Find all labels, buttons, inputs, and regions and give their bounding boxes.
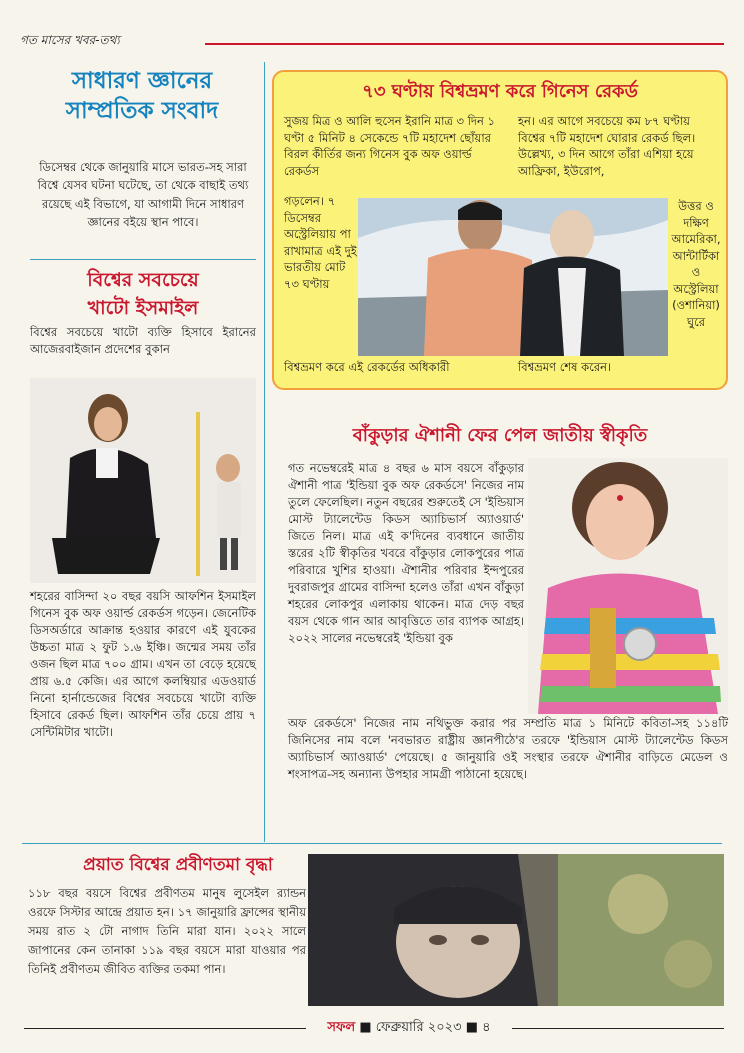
oldest-text: ১১৮ বছর বয়সে বিশ্বের প্রবীণতম মানুষ লুসেইল র‌্যান্ডন ওরফে সিস্টার আন্দ্রে প্রয়াত হন। ১৭ জানুয়ারি ফ্রান্সের স্থানীয় সময় রাত ২ টো নাগাদ তিনি মারা যান। ২০২২ সালে জাপানের কেন তানাকা ১১৯ বছর বয়সে মারা যাওয়ার পর তিনিই প্রবীণতম জীবিত ব্যক্তির তকমা পান। [28, 886, 306, 976]
guinness-title: ৭৩ ঘণ্টায় বিশ্বভ্রমণ করে গিনেস রেকর্ড [362, 81, 638, 102]
aishani-text-part2: অফ রেকর্ডসে' নিজের নাম নথিভুক্ত করার পর সম্প্রতি মাত্র ১ মিনিটে কবিতা-সহ ১১৪টি জিনিসের নাম বলে 'নবভারত রাষ্ট্রীয় জ্ঞানপীঠে'র তরফে 'ইন্ডিয়াস মোস্ট ট্যালেন্টেড কিডস অ্যাচিভার্স অ্যাওয়ার্ড' পেয়েছে। ৫ জানুয়ারি ওই সংস্থার তরফে ঐশানীর বাড়িতে মেডেল ও শংসাপত্র-সহ অন্যান্য উপহার সামগ্রী পাঠানো হয়েছে। [288, 716, 728, 781]
column-divider [264, 62, 265, 842]
ismail-title [30, 266, 256, 322]
page-footer [24, 1016, 724, 1040]
guinness-col1-foot: বিশ্বভ্রমণ করে এই রেকর্ডের অধিকারী [284, 360, 450, 374]
oldest-photo-illustration [308, 854, 724, 1006]
left-section-divider [30, 259, 256, 260]
guinness-photo-illustration [358, 198, 668, 356]
aishani-photo-illustration [528, 458, 728, 714]
footer-rule-right [512, 1028, 724, 1029]
oldest-title: প্রয়াত বিশ্বের প্রবীণতমা বৃদ্ধা [83, 855, 273, 875]
gk-title-line1: সাধারণ জ্ঞানের [71, 68, 213, 94]
guinness-col2-top: হন। এর আগে সবচেয়ে কম ৮৭ ঘণ্টায় বিশ্বের ৭টি মহাদেশ ঘোরার রেকর্ড ছিল। উল্লেখ্য, ৩ দিন আগে তাঁরা এশিয়া হয়ে আফ্রিকা, ইউরোপ, [518, 114, 696, 178]
ismail-text: শহরের বাসিন্দা ২০ বছর বয়সি আফশিন ইসমাইল গিনেস বুক অফ ওয়ার্ল্ড রেকর্ডস গড়েন। জেনেটিক ডিসঅর্ডারে আক্রান্ত হওয়ার কারণে এই যুবকের উচ্চতা মাত্র ২ ফুট ১.৬ ইঞ্চি। জন্মের সময় তাঁর ওজন ছিল মাত্র ৭০০ গ্রাম। এখন তা বেড়ে হয়েছে প্রায় ৬.৫ কেজি। এর আগে কলম্বিয়ার এডওয়ার্ড নিনো হার্নান্ডেজের বিশ্বের সবচেয়ে খাটো ব্যক্তি হিসাবে রেকর্ড ছিল। আফশিন তাঁর চেয়ে প্রায় ৭ সেন্টিমিটার খাটো। [30, 589, 256, 739]
footer-text: সফল ■ ফেব্রুয়ারি ২০২৩ ■ ৪ [327, 1020, 491, 1035]
guinness-col1-side: গড়লেন। ৭ ডিসেম্বর অস্ট্রেলিয়ায় পা রাখামাত্র এই দুই ভারতীয় মোট ৭৩ ঘণ্টায় [284, 194, 357, 291]
aishani-title: বাঁকুড়ার ঐশানী ফের পেল জাতীয় স্বীকৃতি [352, 425, 648, 446]
guinness-col2-foot: বিশ্বভ্রমণ শেষ করেন। [518, 360, 612, 374]
page-number: ৪ [482, 1020, 491, 1035]
ismail-title-line1: বিশ্বের সবচেয়ে [87, 269, 199, 291]
footer-rule-left [24, 1028, 306, 1029]
oldest-photo [308, 854, 724, 1006]
section-header [20, 32, 724, 52]
ismail-title-line2: খাটো ইসমাইল [87, 297, 199, 319]
ismail-photo-illustration [30, 378, 256, 583]
guinness-photo [358, 198, 668, 356]
ismail-intro: বিশ্বের সবচেয়ে খাটো ব্যক্তি হিসাবে ইরানের আজেরবাইজান প্রদেশের বুকান [30, 325, 256, 356]
aishani-text-part1: গত নভেম্বরেই মাত্র ৪ বছর ৬ মাস বয়সে বাঁকুড়ার ঐশানী পাত্র 'ইন্ডিয়া বুক অফ রেকর্ডসে' নিজের নাম তুলে ফেলেছিল। নতুন বছরের শুরুতেই সে 'ইন্ডিয়াস মোস্ট ট্যালেন্টেড কিডস অ্যাচিভার্স অ্যাওয়ার্ড' জিতে নিল। মাত্র এই ক'দিনের ব্যবধানে জাতীয় স্তরের ২টি স্বীকৃতির খবরে বাঁকুড়ার লোকপুরের পাত্র পরিবারে খুশির হাওয়া। ঐশানীর পরিবার ইন্দপুরের দুবরাজপুর গ্রামের বাসিন্দা হলেও তাঁরা এখন বাঁকুড়া শহরের লোকপুর এলাকায় থাকেন। মাত্র দেড় বছর বয়স থেকে গান আর আবৃত্তিতে তার ব্যাপক আগ্রহ। ২০২২ সালের নভেম্বরেই 'ইন্ডিয়া বুক [288, 461, 524, 645]
bottom-section-divider [22, 843, 722, 844]
guinness-col1-top: সুজয় মিত্র ও আলি হুসেন ইরানি মাত্র ৩ দিন ১ ঘণ্টা ৫ মিনিট ৪ সেকেন্ডে ৭টি মহাদেশ ছোঁয়ার বিরল কীর্তির জন্য গিনেস বুক অফ ওয়ার্ল্ড রেকর্ডস [284, 114, 495, 178]
gk-title [24, 66, 260, 126]
magazine-name: সফল [327, 1020, 356, 1035]
gk-text: ডিসেম্বর থেকে জানুয়ারি মাসে ভারত-সহ সারা বিশ্বে যেসব ঘটনা ঘটেছে, তা থেকে বাছাই তথ্য রয়েছে এই বিভাগে, যা আগামী দিনে সাধারণ জ্ঞানের বইয়ে স্থান পাবে। [37, 159, 249, 229]
section-label: গত মাসের খবর-তথ্য [20, 33, 120, 47]
gk-title-line2: সাম্প্রতিক সংবাদ [65, 98, 219, 124]
issue-date: ফেব্রুয়ারি ২০২৩ [375, 1020, 462, 1035]
guinness-col2-side: উত্তর ও দক্ষিণ আমেরিকা, আন্টার্টিকা ও অস্ট্রেলিয়া (ওশানিয়া) ঘুরে [671, 199, 721, 329]
header-rule [205, 43, 724, 45]
aishani-photo [528, 458, 728, 714]
ismail-photo [30, 378, 256, 583]
